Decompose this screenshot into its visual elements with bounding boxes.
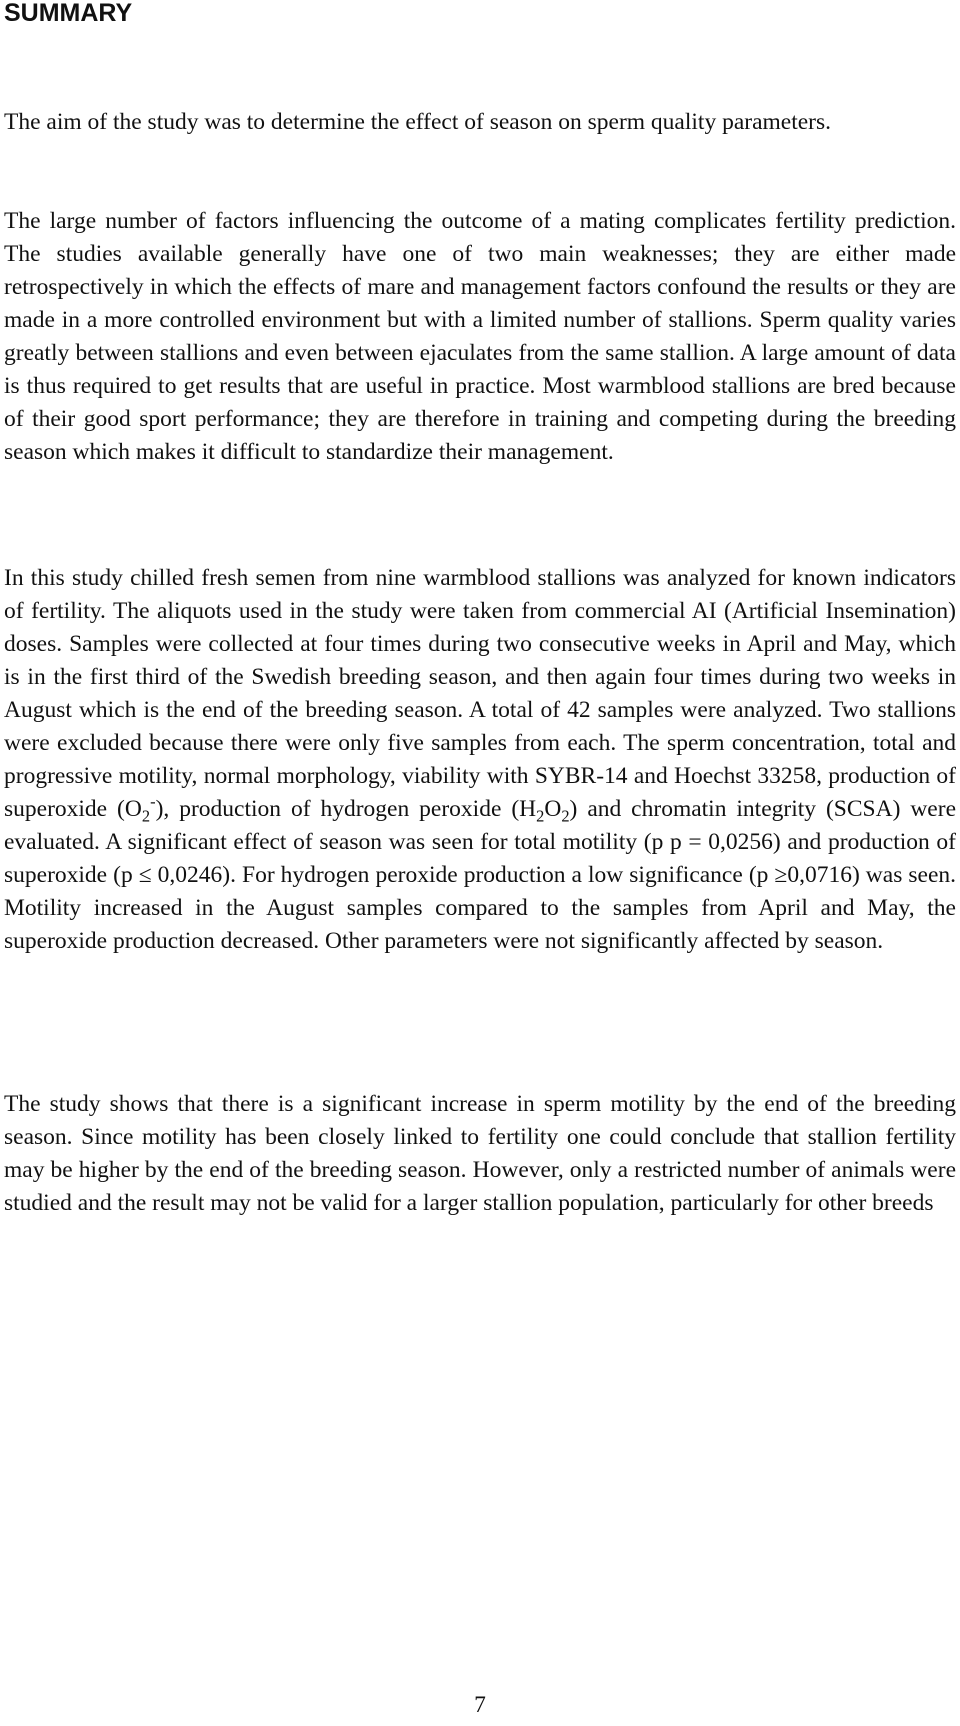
peroxide-oxygen: O <box>544 796 562 822</box>
hydrogen-subscript: 2 <box>536 806 545 826</box>
summary-paragraph-conclusion: The study shows that there is a significant increase in sperm motility by the end of the breeding season. Since motility has been closely linked to fertility one could conclude that stallion fertility may be higher by the end of the breeding season. However, only a restricted number of animals were studied and the result may not be valid for a larger stallion population, particularly for other breeds <box>4 1091 956 1216</box>
page-number: 7 <box>474 1692 486 1718</box>
methods-text-part1: In this study chilled fresh semen from nine warmblood stallions was analyzed for known indicators of fertility. The aliquots used in the study were taken from commercial AI (Artificial Insemination) doses. Samples were collected at four times during two consecutive weeks in April and May, which is in the first third of the Swedish breeding season, and then again four times during two weeks in August which is the end of the breeding season. A total of 42 samples were analyzed. Two stallions were excluded because there were only five samples from each. The sperm concentration, total and progressive motility, normal morphology, viability with SYBR-14 and Hoechst 33258, production of superoxide (O <box>4 565 956 822</box>
section-heading: SUMMARY <box>4 0 133 27</box>
superoxide-subscript: 2 <box>141 806 151 826</box>
summary-paragraph-methods-results <box>4 562 956 958</box>
superoxide-superscript: - <box>150 792 156 812</box>
peroxide-oxygen-subscript: 2 <box>561 806 570 826</box>
summary-paragraph-background: The large number of factors influencing the outcome of a mating complicates fertility prediction. The studies available generally have one of two main weaknesses; they are either made retrospectively in which the effects of mare and management factors confound the results or they are made in a more controlled environment but with a limited number of stallions. Sperm quality varies greatly between stallions and even between ejaculates from the same stallion. A large amount of data is thus required to get results that are useful in practice. Most warmblood stallions are bred because of their good sport performance; they are therefore in training and competing during the breeding season which makes it difficult to standardize their management. <box>4 208 956 465</box>
methods-text-part2: ), production of hydrogen peroxide (H <box>155 796 537 822</box>
methods-text-part3: ) and chromatin integrity (SCSA) were evaluated. A significant effect of season was seen for total motility (p p = 0,0256) and production of superoxide (p ≤ 0,0246). For hydrogen peroxide production a low significance (p ≥0,0716) was seen. Motility increased in the August samples compared to the samples from April and May, the superoxide production decreased. Other parameters were not significantly affected by season. <box>4 796 956 954</box>
summary-paragraph-aim: The aim of the study was to determine the effect of season on sperm quality parameters. <box>4 109 832 135</box>
